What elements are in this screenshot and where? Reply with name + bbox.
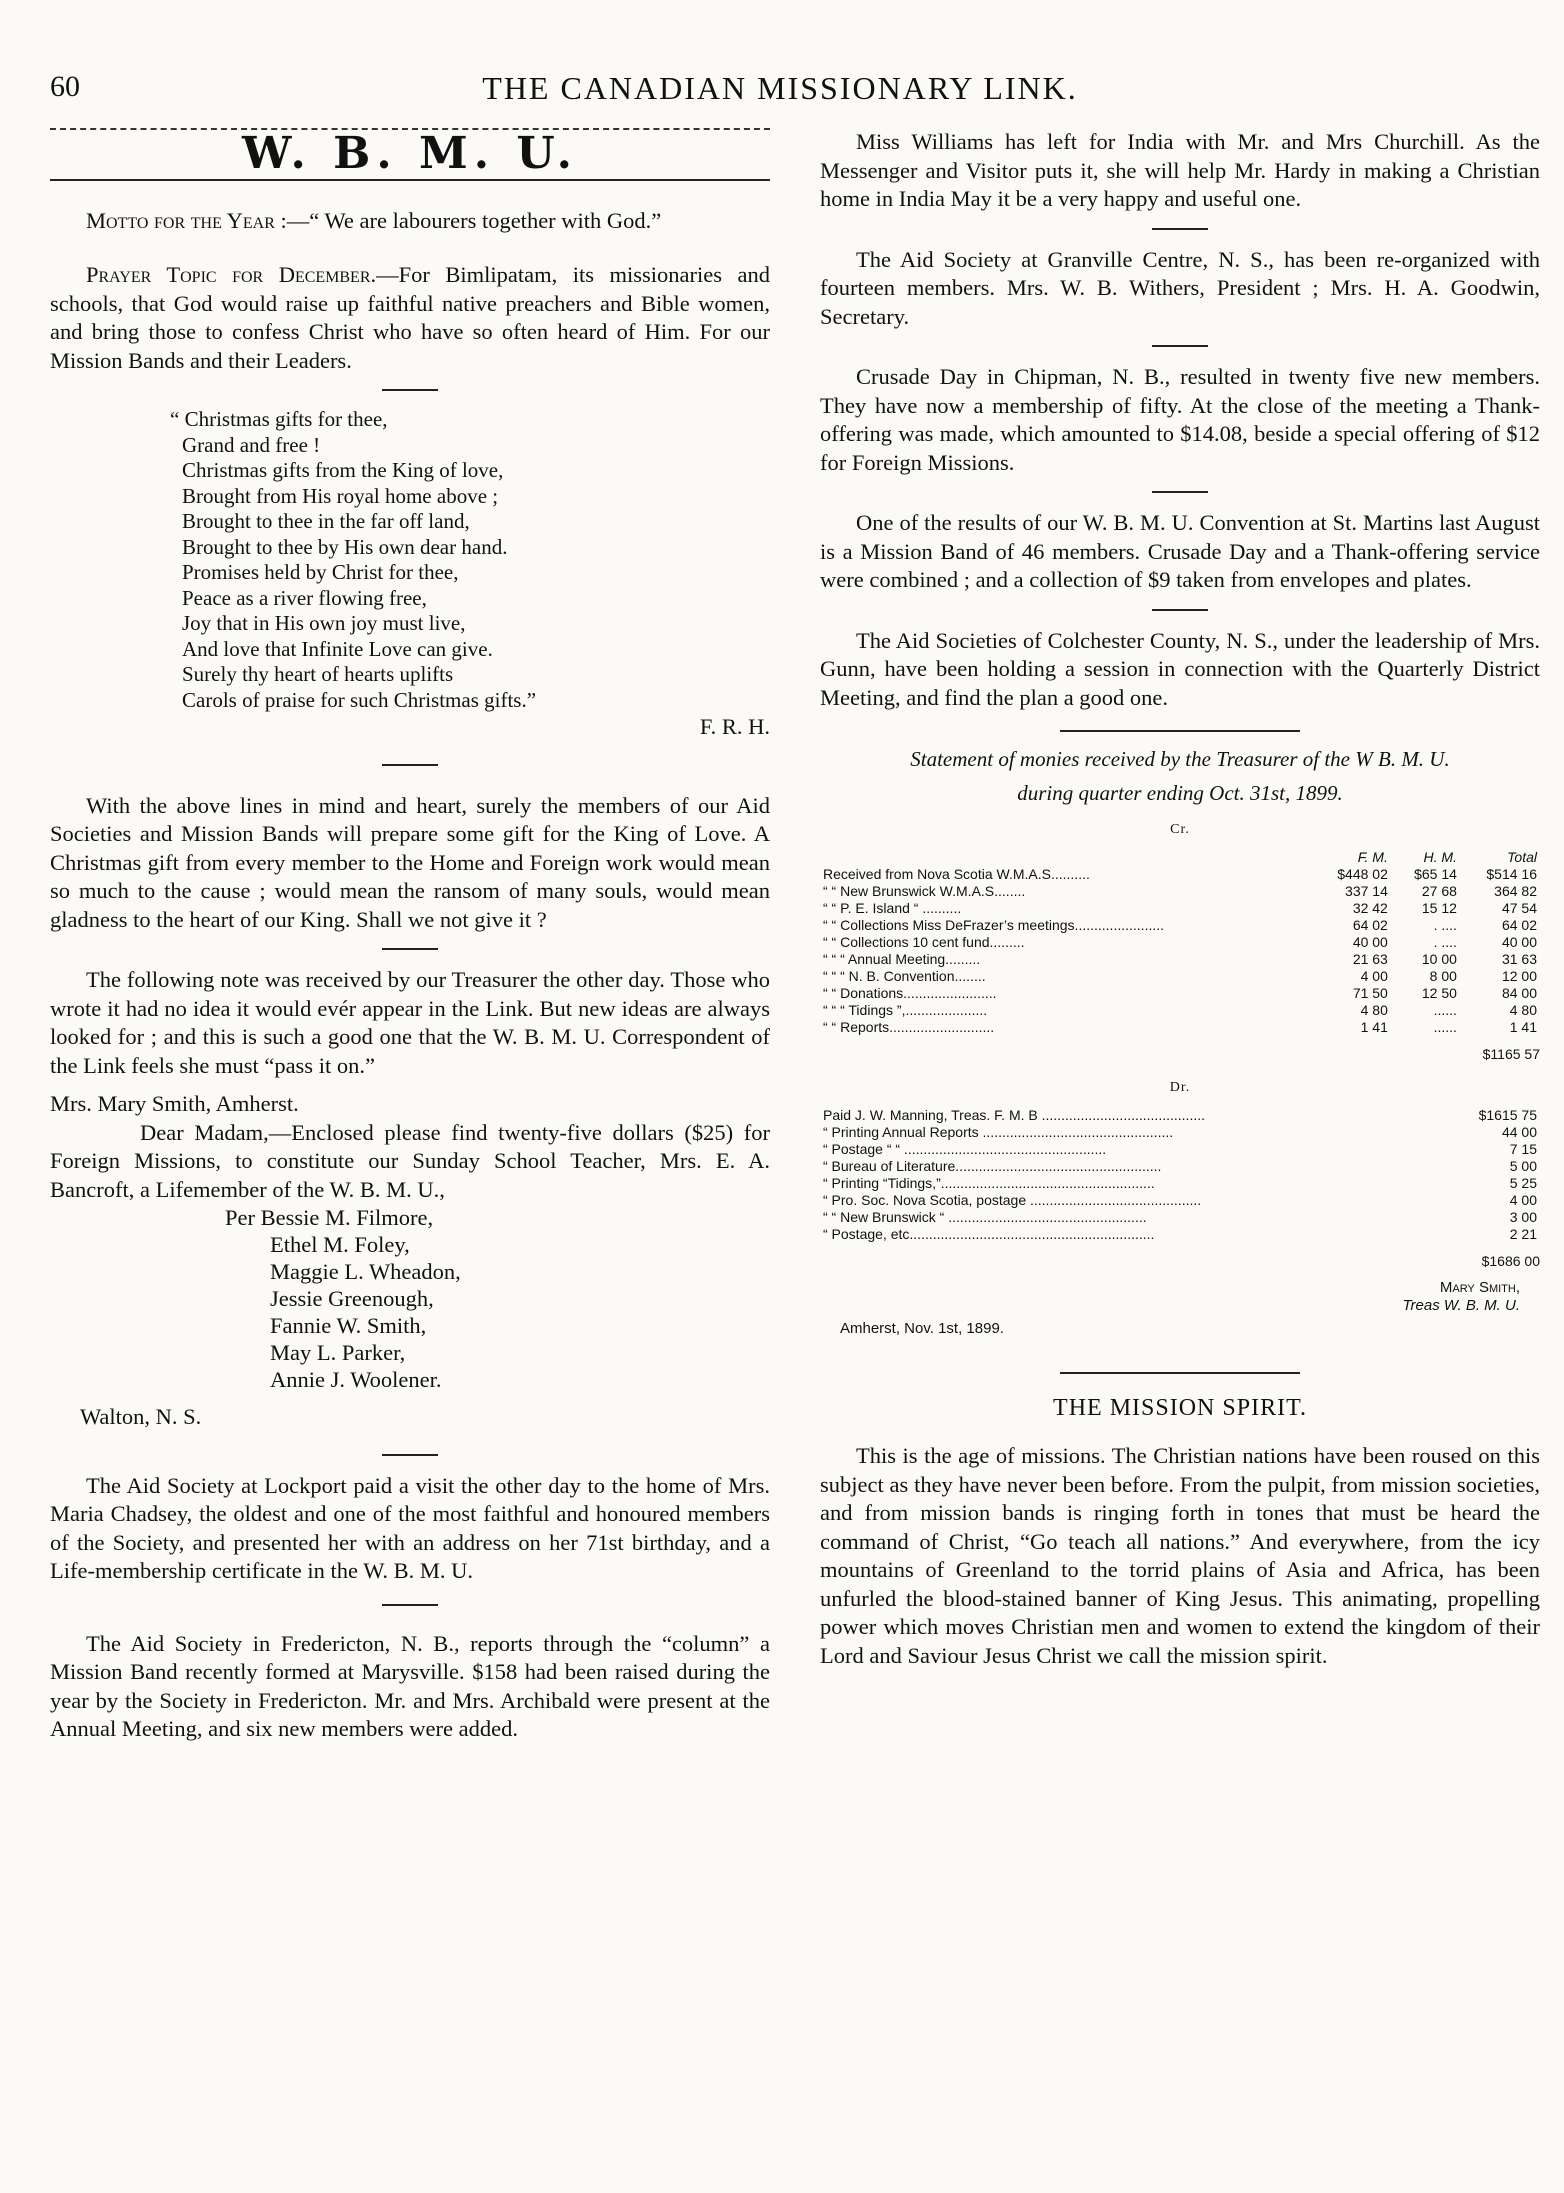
table-row [820,1002,1540,1019]
fredericton-paragraph: The Aid Society in Fredericton, N. B., reports through the “column” a Mission Band recently formed at Marysville. $158 had been raised during the year by the Society in Fredericton. Mr. and Mrs. Archibald were present at the Annual Meeting, and six new members were added. [50,1630,770,1741]
williams-paragraph: Miss Williams has left for India with Mr. and Mrs Churchill. As the Messenger and Visitor puts it, she will help Mr. Hardy in making a Christian home in India May it be a very happy and useful one. [820,129,1540,211]
short-divider [382,764,438,766]
row-hm: $65 14 [1414,865,1457,882]
credit-label: Cr. [1170,822,1190,837]
row-amount: 44 00 [1501,1123,1537,1140]
row-hm: . .... [1433,933,1457,950]
poem-line: Brought from His royal home above ; [182,483,499,508]
signer: Ethel M. Foley, [270,1232,410,1257]
journal-title: THE CANADIAN MISSIONARY LINK. [482,70,1078,106]
table-row [820,883,1540,900]
motto-text: —“ We are labourers together with God.” [286,207,662,233]
table-row [820,1175,1540,1192]
short-divider [1152,345,1208,347]
row-hm: 15 12 [1421,899,1457,916]
row-label: “ Printing Annual Reports ................................................. [823,1123,1174,1140]
table-row [820,1192,1540,1209]
signer-list [225,1204,770,1393]
poem-line: Promises held by Christ for thee, [182,560,459,584]
gift-paragraph: With the above lines in mind and heart, surely the members of our Aid Societies and Mission Bands will prepare some gift for the King of Love. A Christmas gift from every member to the Home and Foreign work would mean so much to the cause ; would mean the ransom of many souls, would mean gladness to the heart of our King. Shall we not give it ? [50,792,770,932]
row-label: “ Printing “Tidings,”....................................................... [823,1174,1155,1191]
short-divider [1152,228,1208,230]
statement-divider [1060,730,1300,732]
table-row [820,917,1540,934]
row-fm: 21 63 [1352,950,1388,967]
short-divider [382,1604,438,1606]
column-header: Total [1507,848,1537,865]
credit-table [820,849,1540,1036]
signer: Per Bessie M. Filmore, [225,1205,434,1230]
row-label: Received from Nova Scotia W.M.A.S.......... [823,865,1090,882]
row-hm: 10 00 [1421,950,1457,967]
poem-line: Joy that in His own joy must live, [182,611,466,635]
row-hm: . .... [1433,916,1457,933]
row-total: 1 41 [1509,1018,1537,1035]
row-hm: 12 50 [1421,984,1457,1001]
row-amount: 3 00 [1509,1208,1537,1225]
letter-body: Dear Madam,—Enclosed please find twenty-five dollars ($25) for Foreign Missions, to constitute our Sunday School Teacher, Mrs. E. A. Bancroft, a Lifemember of the W. B. M. U., [50,1119,770,1202]
addressee: Mrs. Mary Smith, Amherst. [50,1091,299,1116]
row-total: 31 63 [1501,950,1537,967]
row-label: “ “ “ N. B. Convention........ [823,967,986,984]
credit-total: $1165 57 [1482,1045,1540,1062]
row-amount: 5 00 [1509,1157,1537,1174]
table-row [820,934,1540,951]
right-column [820,128,1540,1670]
signer: Maggie L. Wheadon, [270,1259,461,1284]
treasurer-name: Mary Smith, [1439,1279,1520,1296]
table-row [820,968,1540,985]
poem-line: “ Christmas gifts for thee, [170,407,388,431]
poem-signature: F. R. H. [699,714,770,739]
row-amount: $1615 75 [1478,1106,1537,1123]
row-label: “ “ New Brunswick “ ................................................... [823,1208,1147,1225]
table-row [820,1107,1540,1124]
poem-line: Brought to thee by His own dear hand. [182,534,508,559]
row-label: “ “ New Brunswick W.M.A.S........ [823,882,1026,899]
section-divider [1060,1372,1300,1374]
row-total: 84 00 [1501,984,1537,1001]
row-label: “ “ “ Annual Meeting......... [823,950,981,967]
row-amount: 7 15 [1509,1140,1537,1157]
colchester-paragraph: The Aid Societies of Colchester County, N. S., under the leadership of Mrs. Gunn, have been holding a session in connection with the Quarterly District Meeting, and find the plan a good one. [820,627,1540,710]
row-total: 4 80 [1509,1001,1537,1018]
prayer-paragraph [50,261,770,375]
poem-line: Peace as a river flowing free, [182,585,427,610]
motto-paragraph [50,207,770,236]
granville-paragraph: The Aid Society at Granville Centre, N. S., has been re-organized with fourteen members. Mrs. W. B. Withers, President ; Mrs. H. A. Goodwin, Secretary. [820,246,1540,329]
debit-total: $1686 00 [1481,1252,1540,1269]
chipman-paragraph: Crusade Day in Chipman, N. B., resulted in twenty five new members. They have now a membership of fifty. At the close of the meeting a Thank-offering was made, which amounted to $14.08, beside a special offering of $12 for Foreign Missions. [820,364,1540,475]
row-fm: 337 14 [1345,882,1388,899]
short-divider [1152,491,1208,493]
poem-line: And love that Infinite Love can give. [182,636,493,661]
poem-line: Brought to thee in the far off land, [182,509,470,533]
row-total: 64 02 [1501,916,1537,933]
debit-label: Dr. [1169,1080,1191,1095]
table-row [820,866,1540,883]
short-divider [1152,609,1208,611]
row-label: “ “ Collections 10 cent fund......... [823,933,1025,950]
poem-line: Surely thy heart of hearts uplifts [182,662,454,686]
signer: Jessie Greenough, [270,1286,434,1311]
poem-line: Christmas gifts from the King of love, [182,458,504,482]
row-hm: 27 68 [1421,882,1457,899]
row-amount: 5 25 [1509,1174,1537,1191]
debit-table [820,1107,1540,1243]
row-fm: $448 02 [1337,865,1388,882]
table-row [820,1141,1540,1158]
poem-line: Carols of praise for such Christmas gifts.” [182,687,537,712]
table-row [820,951,1540,968]
row-fm: 4 00 [1360,967,1388,984]
table-row [820,985,1540,1002]
note-paragraph: The following note was received by our Treasurer the other day. Those who wrote it had no idea it would evér appear in the Link. But new ideas are always looked for ; and this is such a good one that the W. B. M. U. Correspondent of the Link feels she must “pass it on.” [50,967,770,1078]
table-row [820,1124,1540,1141]
page-number: 60 [50,70,80,103]
treasurer-title: Treas W. B. M. U. [1402,1297,1520,1314]
row-fm: 1 41 [1360,1018,1388,1035]
row-label: “ Postage “ “ .................................................... [823,1140,1107,1157]
page-header [50,70,1510,120]
row-fm: 4 80 [1360,1001,1388,1018]
poem [170,407,770,713]
column-header: F. M. [1357,848,1388,865]
row-fm: 32 42 [1352,899,1388,916]
statement-caption-line: Statement of monies received by the Treasurer of the W B. M. U. [910,747,1450,771]
table-row [820,1158,1540,1175]
row-label: “ “ Donations........................ [823,984,997,1001]
short-divider [382,948,438,950]
row-label: Paid J. W. Manning, Treas. F. M. B .......................................... [823,1106,1205,1123]
table-row [820,1209,1540,1226]
row-amount: 4 00 [1509,1191,1537,1208]
table-row [820,1226,1540,1243]
statement-caption-line: during quarter ending Oct. 31st, 1899. [1017,781,1343,805]
row-label: “ “ P. E. Island “ .......... [823,899,962,916]
row-amount: 2 21 [1509,1225,1537,1242]
row-fm: 40 00 [1352,933,1388,950]
signer: Annie J. Woolener. [270,1367,442,1392]
row-label: “ “ “ Tidings ”,..................... [823,1001,988,1018]
section-title: W. B. M. U. [241,128,578,179]
signer: Fannie W. Smith, [270,1313,427,1338]
statement-date: Amherst, Nov. 1st, 1899. [840,1320,1004,1337]
signer: May L. Parker, [270,1340,406,1365]
row-hm: 8 00 [1429,967,1457,984]
short-divider [382,1454,438,1456]
row-total: 40 00 [1501,933,1537,950]
row-label: “ “ Collections Miss DeFrazer’s meetings....................... [823,916,1165,933]
row-hm: ...... [1433,1001,1457,1018]
row-fm: 64 02 [1352,916,1388,933]
column-header: H. M. [1423,848,1457,865]
poem-line: Grand and free ! [182,432,321,457]
stmartins-paragraph: One of the results of our W. B. M. U. Convention at St. Martins last August is a Mission Band of 46 members. Crusade Day and a Thank-offering service were combined ; and a collection of $9 taken from envelopes and plates. [820,510,1540,592]
row-total: 12 00 [1501,967,1537,984]
short-divider [382,389,438,391]
row-fm: 71 50 [1352,984,1388,1001]
mission-spirit-paragraph: This is the age of missions. The Christian nations have been roused on this subject as they have never been before. From the pulpit, from mission societies, and from mission bands is ringing forth in tones that must be heard the command of Christ, “Go teach all nations.” And everywhere, from the icy mountains of Greenland to the torrid plains of Asia and Africa, has been unfurled the blood-stained banner of King Jesus. This animating, propelling power which moves Christian men and women to extend the kingdom of their Lord and Saviour Jesus Christ we call the mission spirit. [820,1443,1540,1668]
credit-header-row [820,849,1540,866]
row-label: “ “ Reports........................... [823,1018,995,1035]
row-hm: ...... [1433,1018,1457,1035]
row-total: 364 82 [1494,882,1537,899]
motto-label: Motto for the Year : [86,207,287,233]
row-total: $514 16 [1486,865,1537,882]
lockport-paragraph: The Aid Society at Lockport paid a visit the other day to the home of Mrs. Maria Chadsey, the oldest and one of the most faithful and honoured members of the Society, and presented her with an address on her 71st birthday, and a Life-membership certificate in the W. B. M. U. [50,1472,770,1583]
left-column [50,128,770,1744]
statement-caption [820,742,1540,810]
table-row [820,1019,1540,1036]
prayer-label: Prayer Topic for December. [86,262,377,287]
row-label: “ Bureau of Literature..................................................... [823,1157,1162,1174]
mission-spirit-title: THE MISSION SPIRIT. [1053,1394,1307,1421]
prayer-text: —For Bimlipatam, its missionaries and schools, that God would raise up faithful native preachers and Bible women, and bring those to confess Christ who have so often heard of Him. For our Mission Bands and their Leaders. [50,262,771,373]
table-row [820,900,1540,917]
row-label: “ Pro. Soc. Nova Scotia, postage ............................................ [823,1191,1202,1208]
letter-place: Walton, N. S. [80,1404,202,1429]
treasurer-signature [820,1279,1520,1315]
row-total: 47 54 [1501,899,1537,916]
row-label: “ Postage, etc............................................................... [823,1225,1155,1242]
